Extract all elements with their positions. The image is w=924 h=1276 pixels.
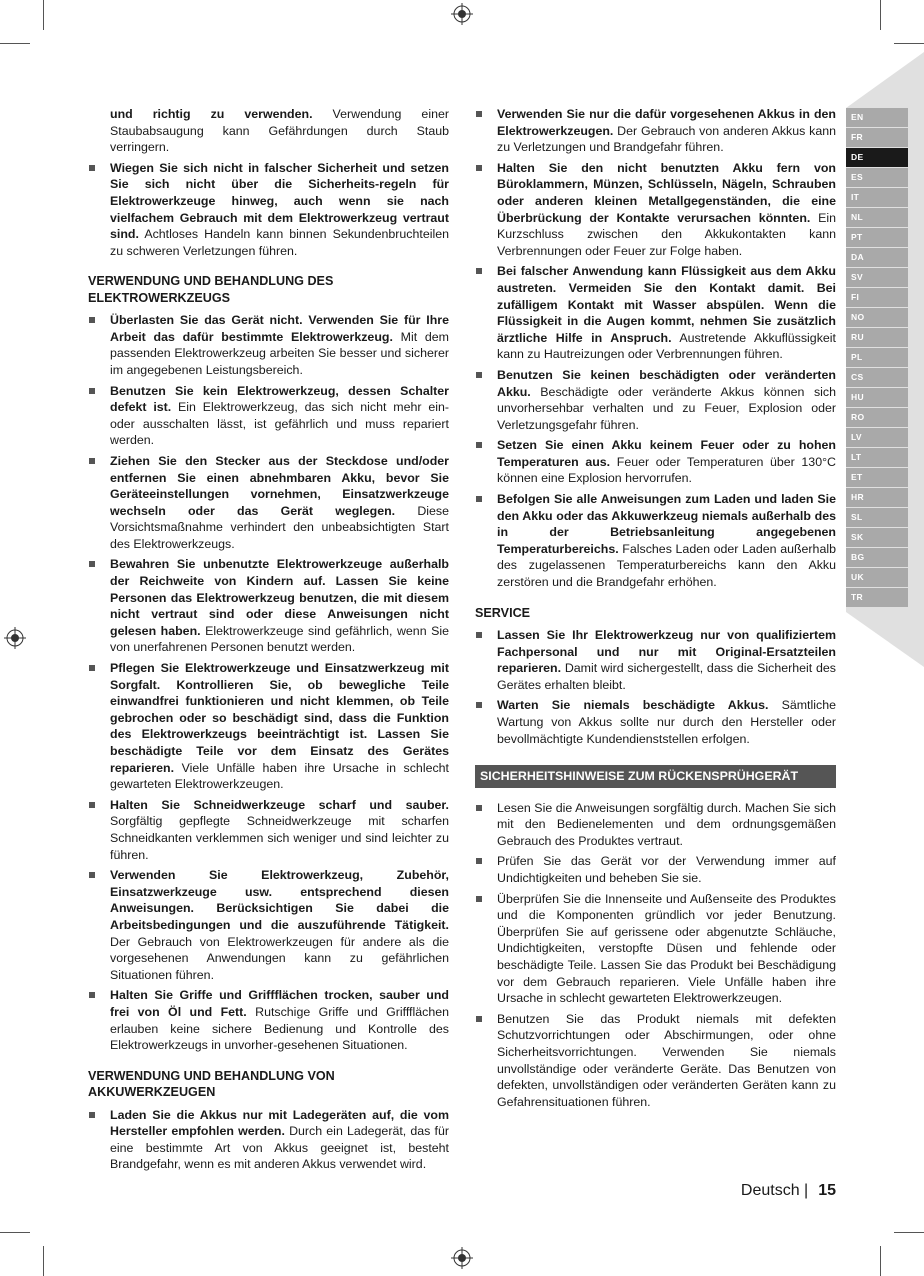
section-heading: VERWENDUNG UND BEHANDLUNG DES ELEKTROWERKZEUGS: [88, 274, 334, 305]
language-tab-bg: BG: [846, 548, 908, 567]
intro-list: [88, 160, 449, 260]
page-number: 15: [818, 1182, 836, 1199]
language-tab-et: ET: [846, 468, 908, 487]
list-item: Bei falscher Anwendung kann Flüssigkeit aus dem Akku austreten. Vermeiden Sie den Kontakt damit. Bei zufälligem Kontakt mit Wasser abspülen. Wenn die Flüssigkeit in die Augen kommt, nehmen Sie zusätzlich ärztliche Hilfe in Anspruch. Austretende Akkuflüssigkeit kann zu Hautreizungen oder Verbrennungen führen.: [475, 263, 836, 363]
crop-mark: [43, 0, 44, 30]
language-tab-da: DA: [846, 248, 908, 267]
language-tab-es: ES: [846, 168, 908, 187]
battery-tool-list: [88, 1107, 449, 1173]
list-item: Bewahren Sie unbenutzte Elektrowerkzeuge außerhalb der Reichweite von Kindern auf. Lassen Sie keine Personen das Elektrowerkzeug benutzen, die mit diesem nicht vertraut sind oder diese Anweisungen nicht gelesen haben. Elektrowerkzeuge sind gefährlich, wenn Sie von unerfahrenen Personen benutzt werden.: [88, 556, 449, 656]
language-tab-uk: UK: [846, 568, 908, 587]
language-tab-fr: FR: [846, 128, 908, 147]
list-item: Verwenden Sie nur die dafür vorgesehenen Akkus in den Elektrowerkzeugen. Der Gebrauch von anderen Akkus kann zu Verletzungen und Brandgefahr führen.: [475, 106, 836, 156]
language-tab-sk: SK: [846, 528, 908, 547]
list-item: Benutzen Sie kein Elektrowerkzeug, dessen Schalter defekt ist. Ein Elektrowerkzeug, das sich nicht mehr ein- oder ausschalten lässt, ist gefährlich und muss repariert werden.: [88, 383, 449, 449]
language-tab-tr: TR: [846, 588, 908, 607]
right-column: [475, 106, 836, 1114]
list-item: Ziehen Sie den Stecker aus der Steckdose und/oder entfernen Sie einen abnehmbaren Akku, bevor Sie Geräteeinstellungen vornehmen, Einsatzwerkzeuge wechseln oder das Gerät weglegen. Diese Vorsichtsmaßnahme verhindert den unbeabsichtigten Start des Elektrowerkzeugs.: [88, 453, 449, 553]
power-tool-list: [88, 312, 449, 1054]
list-item: Halten Sie den nicht benutzten Akku fern von Büroklammern, Münzen, Schlüsseln, Nägeln, Schrauben oder anderen kleinen Metallgegenständen, die eine Überbrückung der Kontakte verursachen könnten. Ein Kurzschluss zwischen den Akkukontakten kann Verbrennungen oder Feuer zur Folge haben.: [475, 160, 836, 260]
language-tab-cs: CS: [846, 368, 908, 387]
list-item: Lesen Sie die Anweisungen sorgfältig durch. Machen Sie sich mit den Bedienelementen und dem ordnungsgemäßen Gebrauch des Produktes vertraut.: [475, 800, 836, 850]
language-tab-sl: SL: [846, 508, 908, 527]
list-item: Lassen Sie Ihr Elektrowerkzeug nur von qualifiziertem Fachpersonal und nur mit Original-Ersatzteilen reparieren. Damit wird sichergestellt, dass die Sicherheit des Gerätes erhalten bleibt.: [475, 627, 836, 693]
language-tab-de: DE: [846, 148, 908, 167]
battery-tool-list-continued: [475, 106, 836, 591]
list-item: Verwenden Sie Elektrowerkzeug, Zubehör, Einsatzwerkzeuge usw. entsprechend diesen Anweisungen. Berücksichtigen Sie dabei die Arbeitsbedingungen und die auszuführende Tätigkeit. Der Gebrauch von Elektrowerkzeugen für andere als die vorgesehenen Anwendungen kann zu gefährlichen Situationen führen.: [88, 867, 449, 983]
list-item: Wiegen Sie sich nicht in falscher Sicherheit und setzen Sie sich nicht über die Sicherheits-regeln für Elektrowerkzeuge hinweg, auch wenn sie nach vielfachem Gebrauch mit dem Elektrowerkzeug vertraut sind. Achtloses Handeln kann binnen Sekundenbruchteilen zu schweren Verletzungen führen.: [88, 160, 449, 260]
crop-mark: [0, 1232, 30, 1233]
crop-mark: [880, 1246, 881, 1276]
language-tab-it: IT: [846, 188, 908, 207]
list-item: Halten Sie Schneidwerkzeuge scharf und sauber. Sorgfältig gepflegte Schneidwerkzeuge mit scharfen Schneidkanten verklemmen sich weniger und sind leichter zu führen.: [88, 797, 449, 863]
list-item: Überprüfen Sie die Innenseite und Außenseite des Produktes und die Komponenten gründlich vor jeder Benutzung. Überprüfen Sie auf gerissene oder abgenutzte Schläuche, Undichtigkeiten, verstopfte Düsen und fehlende oder beschädigte Teile. Lassen Sie das Produkt bei Beschädigung vor dem Gebrauch reparieren. Viele Unfälle haben ihre Ursache in schlecht gewarteten Elektrowerkzeugen.: [475, 891, 836, 1007]
section-banner: SICHERHEITSHINWEISE ZUM RÜCKENSPRÜHGERÄT: [475, 765, 836, 787]
language-tab-hu: HU: [846, 388, 908, 407]
language-tab-en: EN: [846, 108, 908, 127]
page-footer: [741, 1182, 836, 1200]
language-tab-ru: RU: [846, 328, 908, 347]
language-tabs: [846, 108, 908, 608]
intro-paragraph: und richtig zu verwenden. Verwendung einer Staubabsaugung kann Gefährdungen durch Staub verringern.: [110, 107, 449, 155]
list-item: Überlasten Sie das Gerät nicht. Verwenden Sie für Ihre Arbeit das dafür bestimmte Elektrowerkzeug. Mit dem passenden Elektrowerkzeug arbeiten Sie besser und sicherer im angegebenen Leistungsbereich.: [88, 312, 449, 378]
list-item: Befolgen Sie alle Anweisungen zum Laden und laden Sie den Akku oder das Akkuwerkzeug niemals außerhalb des in der Betriebsanleitung angegebenen Temperaturbereichs. Falsches Laden oder Laden außerhalb des zugelassenen Temperaturbereichs kann den Akku zerstören und die Brandgefahr erhöhen.: [475, 491, 836, 591]
sprayer-safety-list: [475, 800, 836, 1111]
registration-mark-icon: [451, 1247, 473, 1269]
language-tab-lt: LT: [846, 448, 908, 467]
list-item: Pflegen Sie Elektrowerkzeuge und Einsatzwerkzeug mit Sorgfalt. Kontrollieren Sie, ob bewegliche Teile einwandfrei funktionieren und nicht klemmen, ob Teile gebrochen oder so beschädigt sind, dass die Funktion des Elektrowerkzeugs beeinträchtigt ist. Lassen Sie beschädigte Teile vor dem Einsatz des Gerätes reparieren. Viele Unfälle haben ihre Ursache in schlecht gewarteten Elektrowerkzeugen.: [88, 660, 449, 793]
list-item: Halten Sie Griffe und Griffflächen trocken, sauber und frei von Öl und Fett. Rutschige Griffe und Griffflächen erlauben keine sichere Bedienung und Kontrolle des Elektrowerkzeugs in unvorher-gesehenen Situationen.: [88, 987, 449, 1053]
language-tab-lv: LV: [846, 428, 908, 447]
list-item: Setzen Sie einen Akku keinem Feuer oder zu hohen Temperaturen aus. Feuer oder Temperaturen über 130°C können eine Explosion hervorrufen.: [475, 437, 836, 487]
registration-mark-icon: [4, 627, 26, 649]
list-item: Laden Sie die Akkus nur mit Ladegeräten auf, die vom Hersteller empfohlen werden. Durch ein Ladegerät, das für eine bestimmte Art von Akkus geeignet ist, besteht Brandgefahr, wenn es mit anderen Akkus verwendet wird.: [88, 1107, 449, 1173]
footer-language: Deutsch |: [740, 1182, 809, 1199]
language-tab-pt: PT: [846, 228, 908, 247]
list-item: Benutzen Sie das Produkt niemals mit defekten Schutzvorrichtungen oder Abschirmungen, oder ohne Sicherheitsvorrichtungen. Verwenden Sie niemals unvollständige oder veränderte Geräte. Das Benutzen von defekten, unvollständigen oder veränderten Geräten kann zu Gefahrensituationen führen.: [475, 1011, 836, 1111]
left-column: [88, 106, 449, 1177]
list-item: Prüfen Sie das Gerät vor der Verwendung immer auf Undichtigkeiten und beheben Sie sie.: [475, 853, 836, 886]
list-item: Benutzen Sie keinen beschädigten oder veränderten Akku. Beschädigte oder veränderte Akkus können sich unvorhersehbar verhalten und zu Feuer, Explosion oder Verletzungsgefahr führen.: [475, 367, 836, 433]
crop-mark: [894, 1232, 924, 1233]
language-tab-ro: RO: [846, 408, 908, 427]
crop-mark: [880, 0, 881, 30]
section-heading: VERWENDUNG UND BEHANDLUNG VON AKKUWERKZEUGEN: [88, 1068, 335, 1100]
section-heading: SERVICE: [475, 605, 531, 620]
language-tab-sv: SV: [846, 268, 908, 287]
language-tab-no: NO: [846, 308, 908, 327]
crop-mark: [894, 43, 924, 44]
language-tab-pl: PL: [846, 348, 908, 367]
crop-mark: [0, 43, 30, 44]
service-list: [475, 627, 836, 747]
crop-mark: [43, 1246, 44, 1276]
language-tab-hr: HR: [846, 488, 908, 507]
language-tab-nl: NL: [846, 208, 908, 227]
registration-mark-icon: [451, 3, 473, 25]
language-tab-fi: FI: [846, 288, 908, 307]
list-item: Warten Sie niemals beschädigte Akkus. Sämtliche Wartung von Akkus sollte nur durch den Hersteller oder bevollmächtigte Kundendienststellen erfolgen.: [475, 697, 836, 747]
